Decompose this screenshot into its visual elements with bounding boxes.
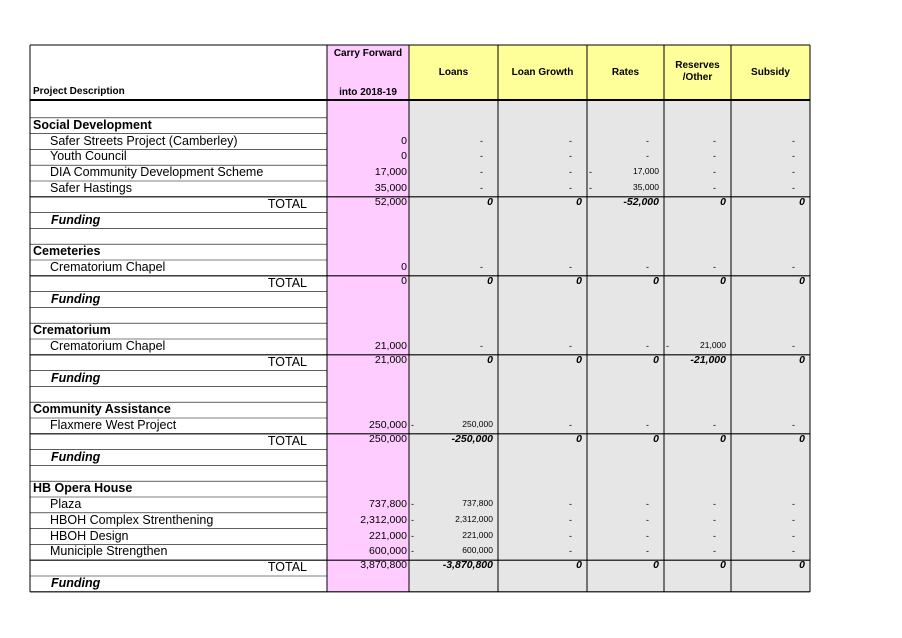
total-subsidy: 0 [799,353,805,366]
total-label: TOTAL [267,560,307,575]
header-subsidy: Subsidy [751,67,790,78]
loan-growth-dash: - [569,167,572,178]
subsidy-dash: - [792,183,795,193]
loan-growth-dash: - [569,499,572,509]
project-name: Municiple Strengthen [50,544,168,559]
subsidy-dash: - [792,499,795,509]
header-reserves: Reserves [675,60,720,71]
total-carry-forward: 52,000 [374,195,407,208]
loans-value: 600,000 [462,545,493,556]
total-loans: 0 [487,274,493,287]
total-label: TOTAL [267,275,307,290]
reserves-dash: - [713,151,716,162]
reserves-dash: - [713,420,716,430]
subsidy-dash: - [792,420,795,430]
reserves-dash: - [713,546,716,557]
project-name: Safer Streets Project (Camberley) [50,133,238,148]
loan-growth-dash: - [569,135,572,146]
loans-dash: - [480,167,483,178]
carry-forward-value: 221,000 [369,529,407,542]
funding-label: Funding [51,576,101,590]
header-carry-forward-year: into 2018-19 [339,87,397,98]
rates-value: 35,000 [633,182,659,192]
rates-dash: - [646,499,649,509]
carry-forward-value: 250,000 [369,419,407,431]
carry-forward-value: 0 [401,150,407,163]
rates-dash: - [646,420,649,430]
reserves-dash: - [713,135,716,146]
project-name: Crematorium Chapel [50,339,166,353]
loan-growth-dash: - [569,530,572,541]
carry-forward-trailing-dash: - [411,530,414,541]
carry-forward-value: 0 [401,261,407,273]
loan-growth-dash: - [569,183,572,193]
rates-negative-marker: - [589,183,592,193]
total-loan-growth: 0 [576,353,582,366]
total-label: TOTAL [267,196,307,211]
rates-dash: - [646,530,649,541]
rates-dash: - [646,514,649,525]
total-carry-forward: 0 [401,274,407,287]
total-loans: -3,870,800 [442,559,493,572]
funding-label: Funding [51,370,101,385]
rates-negative-marker: - [589,167,592,178]
total-rates: -52,000 [623,195,659,208]
total-loans: 0 [487,195,493,208]
carry-forward-value: 21,000 [374,340,407,352]
subsidy-dash: - [792,530,795,541]
total-loan-growth: 0 [576,274,582,287]
total-subsidy: 0 [799,274,805,287]
loans-dash: - [480,341,483,351]
total-reserves: 0 [720,559,726,572]
loans-dash: - [480,262,483,272]
total-reserves: 0 [720,195,726,208]
rates-dash: - [646,135,649,146]
total-label: TOTAL [267,433,307,448]
total-label: TOTAL [267,354,307,369]
carry-forward-value: 600,000 [369,545,407,558]
total-loans: 0 [487,353,493,366]
reserves-dash: - [713,262,716,272]
carry-forward-value: 17,000 [374,166,407,179]
subsidy-dash: - [792,514,795,525]
rates-value: 17,000 [633,166,659,177]
carry-forward-value: 0 [401,134,407,147]
section-heading: Social Development [33,117,152,132]
rates-dash: - [646,262,649,272]
reserves-dash: - [713,499,716,509]
total-reserves: -21,000 [690,353,726,366]
loans-value: 250,000 [462,419,493,429]
carry-forward-value: 35,000 [374,182,407,194]
loans-dash: - [480,183,483,193]
rates-dash: - [646,151,649,162]
subsidy-dash: - [792,546,795,557]
header-loan-growth: Loan Growth [511,67,574,78]
loan-growth-dash: - [569,262,572,272]
loan-growth-dash: - [569,514,572,525]
total-carry-forward: 3,870,800 [360,559,407,572]
loan-growth-dash: - [569,420,572,430]
subsidy-dash: - [792,262,795,272]
loans-value: 737,800 [462,498,493,508]
total-loan-growth: 0 [576,432,582,445]
loan-growth-dash: - [569,546,572,557]
project-name: HBOH Complex Strenthening [50,512,214,527]
project-name: Safer Hastings [50,181,132,195]
project-name: Flaxmere West Project [50,418,177,432]
rates-dash: - [646,341,649,351]
total-rates: 0 [653,559,659,572]
carry-forward-value: 737,800 [369,498,407,510]
project-name: Plaza [50,497,82,511]
header-reserves-other: /Other [682,72,713,83]
project-name: Crematorium Chapel [50,260,166,274]
total-reserves: 0 [720,274,726,287]
loan-growth-dash: - [569,151,572,162]
funding-label: Funding [51,449,101,464]
carry-forward-value: 2,312,000 [360,513,407,526]
carry-forward-trailing-dash: - [411,499,414,509]
reserves-negative-marker: - [666,341,669,351]
loans-value: 221,000 [462,529,493,540]
section-heading: Cemeteries [33,244,101,259]
section-heading: Community Assistance [33,402,171,417]
carry-forward-trailing-dash: - [411,420,414,430]
reserves-dash: - [713,183,716,193]
total-loan-growth: 0 [576,195,582,208]
section-heading: HB Opera House [33,481,133,496]
total-subsidy: 0 [799,559,805,572]
header-rates: Rates [611,67,640,78]
total-rates: 0 [653,432,659,445]
total-subsidy: 0 [799,195,805,208]
section-heading: Crematorium [33,323,111,338]
rates-dash: - [646,546,649,557]
carry-forward-trailing-dash: - [411,514,414,525]
total-rates: 0 [653,353,659,366]
subsidy-dash: - [792,151,795,162]
reserves-dash: - [713,167,716,178]
reserves-value: 21,000 [700,340,726,350]
loan-growth-dash: - [569,341,572,351]
total-loans: -250,000 [451,432,493,445]
subsidy-dash: - [792,135,795,146]
project-name: DIA Community Development Scheme [50,165,264,180]
header-project-description: Project Description [33,86,125,97]
project-name: Youth Council [50,149,127,164]
total-carry-forward: 250,000 [369,432,407,445]
subsidy-dash: - [792,167,795,178]
funding-label: Funding [51,212,101,227]
loans-value: 2,312,000 [455,513,493,524]
carry-forward-trailing-dash: - [411,546,414,557]
total-loan-growth: 0 [576,559,582,572]
subsidy-dash: - [792,341,795,351]
total-reserves: 0 [720,432,726,445]
funding-label: Funding [51,291,101,306]
project-name: HBOH Design [50,528,129,543]
header-carry-forward: Carry Forward [333,48,403,59]
total-carry-forward: 21,000 [374,353,407,366]
loans-dash: - [480,135,483,146]
reserves-dash: - [713,530,716,541]
header-loans: Loans [438,67,469,78]
loans-dash: - [480,151,483,162]
total-rates: 0 [653,274,659,287]
total-subsidy: 0 [799,432,805,445]
reserves-dash: - [713,514,716,525]
